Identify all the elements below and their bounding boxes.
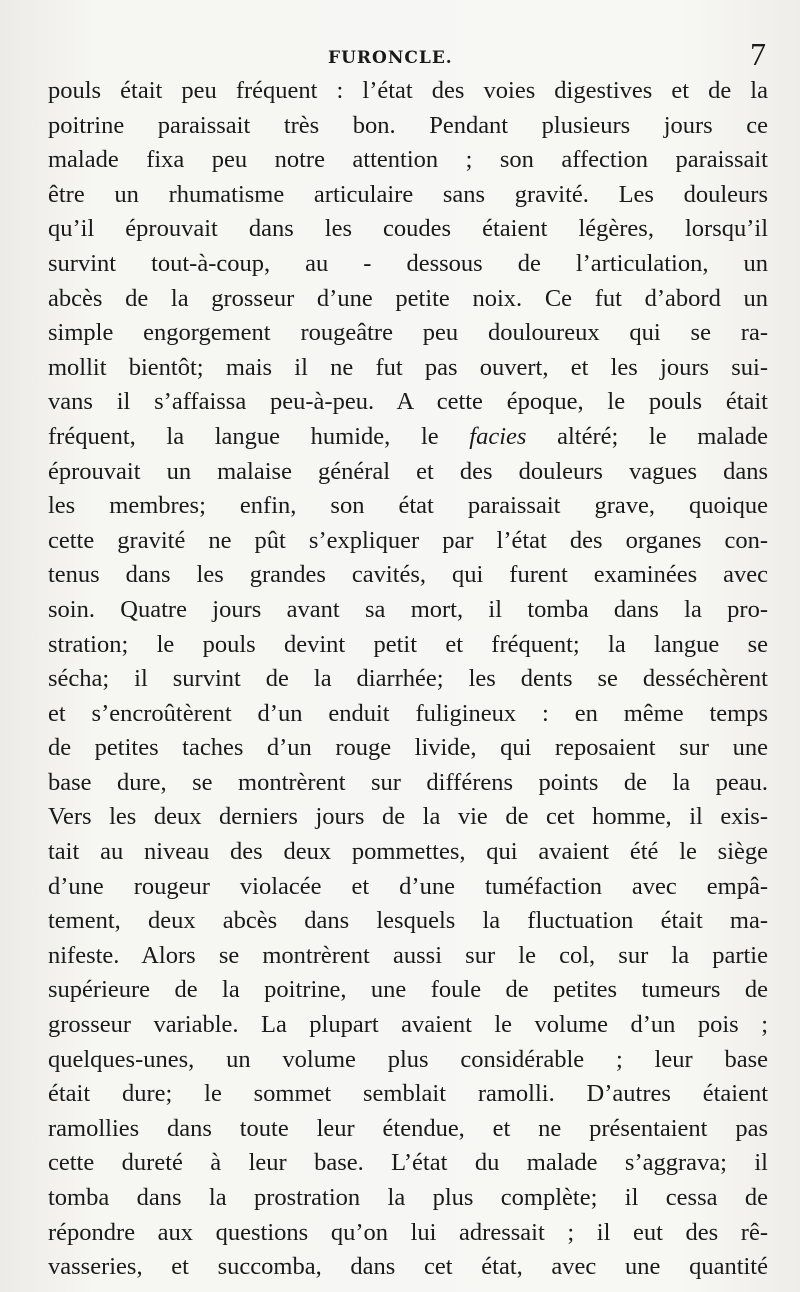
text-line: vans il s’affaissa peu-à-peu. A cette époque, le pouls était: [48, 388, 768, 416]
text-segment: altéré; le malade: [526, 422, 768, 450]
body-text: [48, 74, 768, 1285]
text-line: supérieure de la poitrine, une foule de petites tumeurs de: [48, 976, 768, 1004]
italic-term: facies: [469, 422, 527, 450]
page-number: 7: [750, 36, 766, 72]
text-line: pouls était peu fréquent : l’état des voies digestives et de la: [48, 77, 768, 104]
text-line: [48, 420, 768, 455]
text-line: de petites taches d’un rouge livide, qui reposaient sur une: [48, 734, 768, 762]
text-line: éprouvait un malaise général et des douleurs vagues dans: [48, 457, 768, 485]
text-line: quelques-unes, un volume plus considérable ; leur base: [48, 1045, 768, 1073]
text-line: tomba dans la prostration la plus complète; il cessa de: [48, 1184, 768, 1211]
text-line: tait au niveau des deux pommettes, qui avaient été le siège: [48, 838, 768, 866]
text-segment: fréquent, la langue humide, le: [48, 422, 470, 450]
text-line: soin. Quatre jours avant sa mort, il tomba dans la pro-: [48, 595, 768, 623]
text-line: vasseries, et succomba, dans cet état, avec une quantité: [48, 1253, 768, 1281]
text-line: tement, deux abcès dans lesquels la fluctuation était ma-: [48, 907, 768, 935]
text-line: nifeste. Alors se montrèrent aussi sur le col, sur la partie: [48, 941, 768, 969]
text-line: survint tout-à-coup, au - dessous de l’articulation, un: [48, 249, 768, 277]
text-line: abcès de la grosseur d’une petite noix. Ce fut d’abord un: [48, 284, 768, 312]
text-line: grosseur variable. La plupart avaient le volume d’un pois ;: [48, 1011, 768, 1039]
text-line: malade fixa peu notre attention ; son affection paraissait: [48, 146, 768, 174]
running-head: FURONCLE.: [328, 48, 453, 68]
text-line: répondre aux questions qu’on lui adressait ; il eut des rê-: [48, 1218, 768, 1246]
text-line: Vers les deux derniers jours de la vie de cet homme, il exis-: [48, 803, 768, 831]
text-line: d’une rougeur violacée et d’une tuméfaction avec empâ-: [48, 872, 768, 900]
text-line: ramollies dans toute leur étendue, et ne présentaient pas: [48, 1114, 768, 1142]
text-line: tenus dans les grandes cavités, qui furent examinées avec: [48, 561, 768, 589]
text-line: être un rhumatisme articulaire sans gravité. Les douleurs: [48, 180, 768, 208]
text-line: stration; le pouls devint petit et fréquent; la langue se: [48, 630, 768, 658]
text-line: les membres; enfin, son état paraissait grave, quoique: [48, 492, 768, 520]
text-line: qu’il éprouvait dans les coudes étaient légères, lorsqu’il: [48, 215, 768, 243]
text-line: mollit bientôt; mais il ne fut pas ouvert, et les jours sui-: [48, 353, 768, 381]
text-line: base dure, se montrèrent sur différens points de la peau.: [48, 768, 768, 796]
text-line: sécha; il survint de la diarrhée; les dents se desséchèrent: [48, 665, 768, 693]
text-line: simple engorgement rougeâtre peu douloureux qui se ra-: [48, 319, 768, 347]
text-line: cette dureté à leur base. L’état du malade s’aggrava; il: [48, 1149, 768, 1177]
text-line: et s’encroûtèrent d’un enduit fuligineux : en même temps: [48, 699, 768, 727]
text-line: était dure; le sommet semblait ramolli. D’autres étaient: [48, 1080, 768, 1108]
text-line: cette gravité ne pût s’expliquer par l’état des organes con-: [48, 526, 768, 554]
text-line: poitrine paraissait très bon. Pendant plusieurs jours ce: [48, 111, 768, 139]
